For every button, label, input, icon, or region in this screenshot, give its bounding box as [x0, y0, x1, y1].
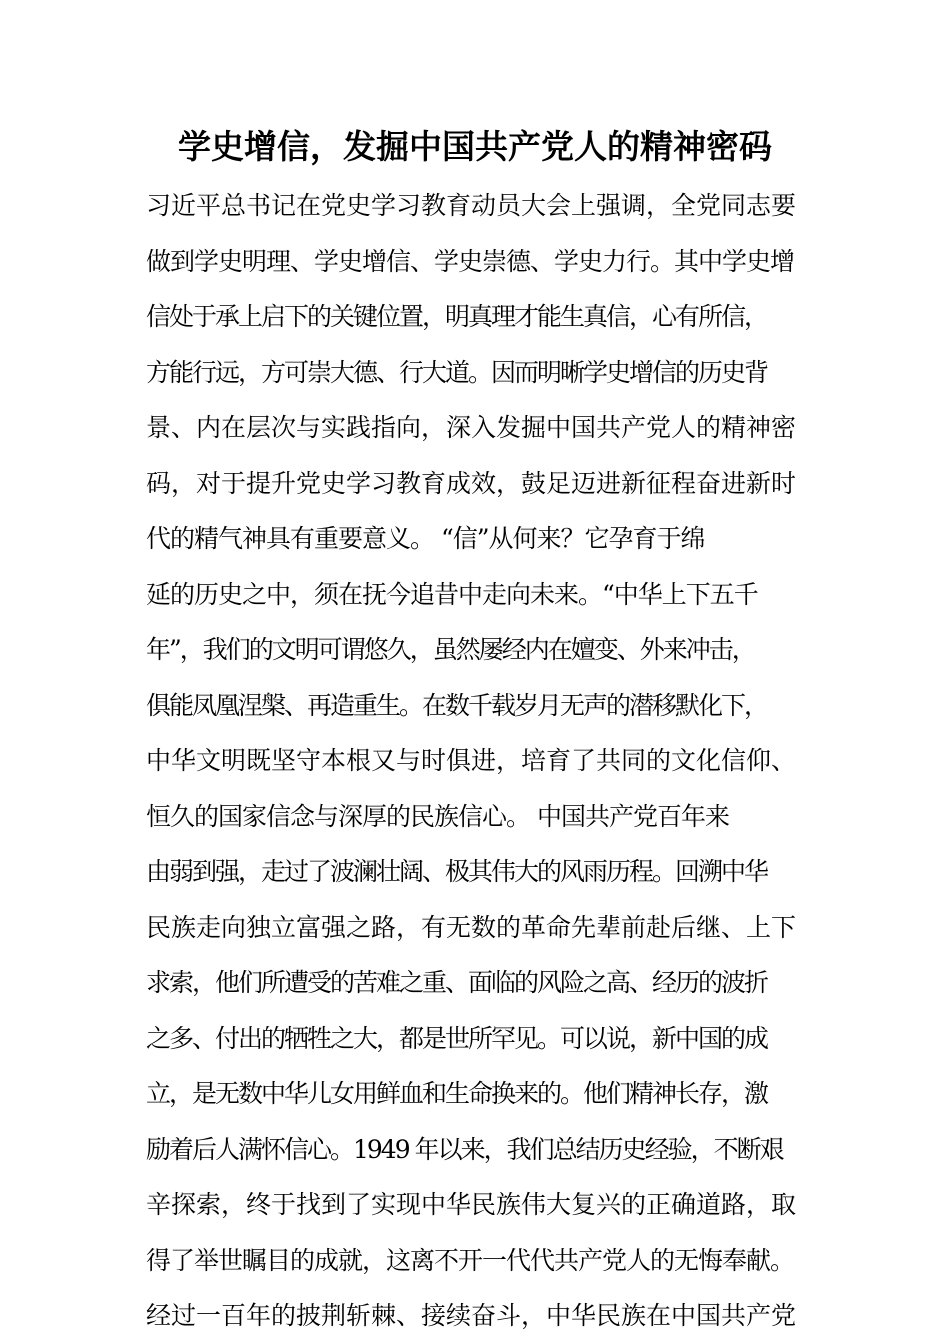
- body-line: 码，对于提升党史学习教育成效，鼓足迈进新征程奋进新时: [146, 468, 797, 498]
- body-line: 立，是无数中华儿女用鲜血和生命换来的。他们精神长存，激: [146, 1079, 768, 1108]
- body-line: 年”，我们的文明可谓悠久，虽然屡经内在嬗变、外来冲击，: [146, 635, 755, 664]
- body-line: 习近平总书记在党史学习教育动员大会上强调，全党同志要: [146, 191, 797, 220]
- body-line: 之多、付出的牺牲之大，都是世所罕见。可以说，新中国的成: [146, 1023, 768, 1053]
- body-line: 恒久的国家信念与深厚的民族信心。 中国共产党百年来: [146, 801, 729, 831]
- body-line: 景、内在层次与实践指向，深入发掘中国共产党人的精神密: [146, 413, 797, 442]
- document-title: 学史增信，发掘中国共产党人的精神密码: [178, 127, 772, 166]
- body-line: 民族走向独立富强之路，有无数的革命先辈前赴后继、上下: [146, 912, 797, 942]
- body-line: 信处于承上启下的关键位置，明真理才能生真信，心有所信，: [146, 302, 768, 331]
- body-line: 经过一百年的披荆斩棘、接续奋斗，中华民族在中国共产党: [146, 1301, 797, 1330]
- body-line: 代的精气神具有重要意义。 “信”从何来？它孕育于绵: [146, 524, 705, 553]
- body-line: 做到学史明理、学史增信、学史崇德、学史力行。其中学史增: [146, 246, 795, 276]
- body-line: 励着后人满怀信心。1949 年以来，我们总结历史经验，不断艰: [146, 1134, 783, 1164]
- document-body: [146, 178, 826, 1344]
- body-line: 中华文明既坚守本根又与时俱进，培育了共同的文化信仰、: [146, 746, 797, 775]
- body-line: 由弱到强，走过了波澜壮阔、极其伟大的风雨历程。回溯中华: [146, 857, 768, 886]
- body-line: 延的历史之中，须在抚今追昔中走向未来。“中华上下五千: [146, 579, 758, 609]
- body-line: 俱能凤凰涅槃、再造重生。在数千载岁月无声的潜移默化下，: [146, 690, 768, 720]
- body-line: 辛探索，终于找到了实现中华民族伟大复兴的正确道路，取: [146, 1190, 797, 1219]
- body-line: 方能行远，方可崇大德、行大道。因而明晰学史增信的历史背: [146, 357, 768, 387]
- body-line: 得了举世瞩目的成就，这离不开一代代共产党人的无悔奉献。: [146, 1245, 795, 1275]
- body-line: 求索，他们所遭受的苦难之重、面临的风险之高、经历的波折: [146, 968, 768, 997]
